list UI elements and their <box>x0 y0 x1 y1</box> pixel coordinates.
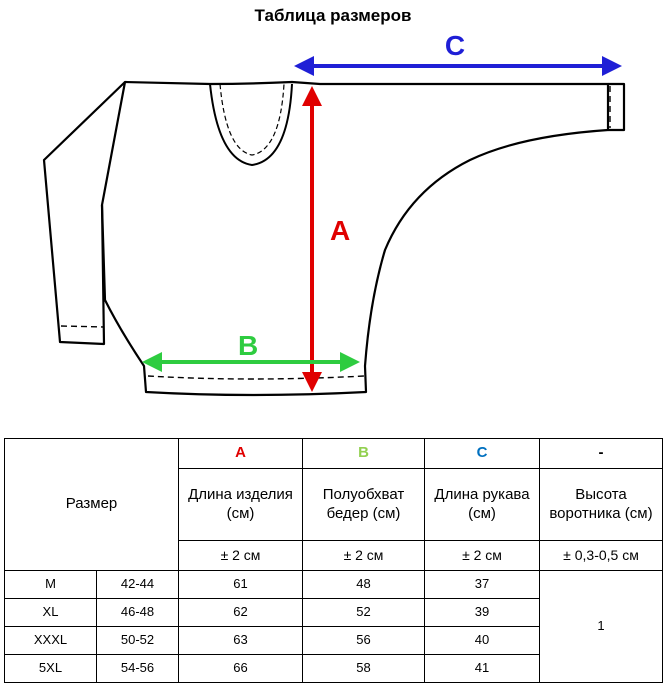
arrow-a <box>302 86 350 392</box>
range-cell: 42-44 <box>97 571 179 599</box>
column-a-letter: A <box>179 439 303 469</box>
column-a-tolerance: ± 2 см <box>179 541 303 571</box>
column-b-tolerance: ± 2 см <box>303 541 425 571</box>
c-cell: 41 <box>425 655 540 683</box>
b-cell: 48 <box>303 571 425 599</box>
column-b-letter: B <box>303 439 425 469</box>
b-cell: 52 <box>303 599 425 627</box>
size-cell: XL <box>5 599 97 627</box>
a-cell: 61 <box>179 571 303 599</box>
c-cell: 39 <box>425 599 540 627</box>
a-cell: 63 <box>179 627 303 655</box>
b-cell: 58 <box>303 655 425 683</box>
collar-height-cell: 1 <box>540 571 663 683</box>
column-b-name: Полуобхват бедер (см) <box>303 469 425 541</box>
size-cell: M <box>5 571 97 599</box>
arrow-c <box>294 30 622 76</box>
column-collar-name: Высота воротника (см) <box>540 469 663 541</box>
label-c: C <box>444 30 466 61</box>
range-cell: 54-56 <box>97 655 179 683</box>
label-b: B <box>238 330 259 361</box>
range-cell: 50-52 <box>97 627 179 655</box>
label-a: A <box>330 215 351 246</box>
a-cell: 66 <box>179 655 303 683</box>
c-cell: 37 <box>425 571 540 599</box>
column-c-tolerance: ± 2 см <box>425 541 540 571</box>
b-cell: 56 <box>303 627 425 655</box>
column-collar-letter: - <box>540 439 663 469</box>
neckline <box>210 84 292 165</box>
arrow-b <box>142 330 360 372</box>
column-a-name: Длина изделия (см) <box>179 469 303 541</box>
table-row <box>5 571 663 599</box>
column-c-letter: C <box>425 439 540 469</box>
size-cell: XXXL <box>5 627 97 655</box>
column-c-name: Длина рукава (см) <box>425 469 540 541</box>
size-cell: 5XL <box>5 655 97 683</box>
column-collar-tolerance: ± 0,3-0,5 см <box>540 541 663 571</box>
c-cell: 40 <box>425 627 540 655</box>
range-cell: 46-48 <box>97 599 179 627</box>
a-cell: 62 <box>179 599 303 627</box>
size-header: Размер <box>5 439 179 571</box>
page-title: Таблица размеров <box>254 6 412 25</box>
size-table <box>4 438 663 683</box>
